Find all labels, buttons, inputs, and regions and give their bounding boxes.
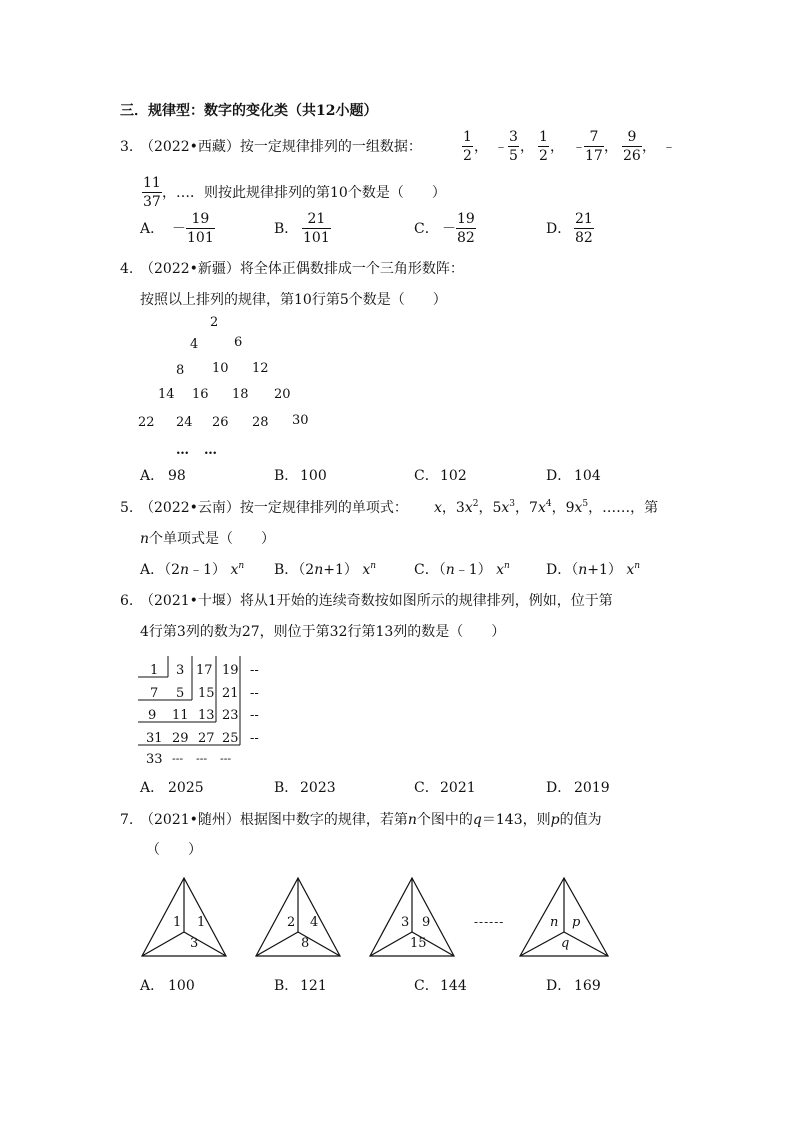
q3-option-a-sign: － <box>172 221 186 237</box>
q3-option-a-label: A． <box>140 221 165 237</box>
q6-option-d-label: D． <box>546 780 572 796</box>
q4-triangle-number: 2 <box>210 315 219 330</box>
q6-number: 6. <box>120 593 134 609</box>
q7-dashes: ------ <box>474 915 505 929</box>
q7-triangle-n-left: n <box>550 915 559 930</box>
q5-option-a: A．（2n﹣1） $x^n$ <box>140 561 245 578</box>
q5-term: $7x^4$ <box>529 499 552 516</box>
q6-grid-cell: 31 <box>146 731 163 746</box>
q7-triangle-2 <box>256 878 340 956</box>
q3-seq-5: 9 26 <box>623 129 641 164</box>
q5-option-c: C．（n﹣1） $x^n$ <box>414 561 510 578</box>
section-title: 三．规律型：数字的变化类（共12小题） <box>120 103 378 119</box>
q4-triangle-number: 12 <box>252 361 269 376</box>
q3-option-b-label: B． <box>274 221 299 237</box>
q3-seq-2: 3 5 <box>509 129 518 164</box>
q6-grid-cell: --- <box>220 752 232 765</box>
q4-option-a-label: A． <box>140 468 165 484</box>
q6-grid-cell: 29 <box>172 731 189 746</box>
q3-option-c: 19 82 <box>457 211 475 246</box>
q3-minus: ﹣ <box>662 139 676 155</box>
q6-grid-cell: 11 <box>172 708 189 723</box>
q5-option-b: B．（2n+1） $x^n$ <box>274 561 377 578</box>
q6-grid-cell: 21 <box>222 686 239 701</box>
q7-option-b: 121 <box>300 978 327 994</box>
q5-number: 5. <box>120 500 134 516</box>
q5-text: （2022•云南）按一定规律排列的单项式： <box>140 500 408 516</box>
q6-grid-cell: 27 <box>198 731 215 746</box>
q7-triangle-3-right: 9 <box>422 915 431 930</box>
q5-term: $3x^2$ <box>455 499 479 516</box>
q3-minus: ﹣ <box>494 139 508 155</box>
q4-option-d: 104 <box>574 468 601 484</box>
q7-triangle-1 <box>142 878 226 956</box>
q3-text2: ，…．则按此规律排列的第10个数是（ ） <box>162 185 446 201</box>
q7-triangle-1-bottom: 3 <box>190 936 199 951</box>
q3-option-d: 21 82 <box>575 211 593 246</box>
q7-triangle-1-right: 1 <box>197 915 206 930</box>
q3-option-b: 21 101 <box>303 211 330 246</box>
q6-grid-cell: 25 <box>222 731 239 746</box>
q6-grid-cell: 15 <box>198 686 215 701</box>
q6-grid-cell: --- <box>196 752 208 765</box>
q5-term: $5x^3$ <box>492 499 516 516</box>
q5-option-d: D．（n+1） $x^n$ <box>546 561 641 578</box>
q6-grid-cell: -- <box>250 663 259 678</box>
q7-triangle-1-left: 1 <box>173 915 182 930</box>
q6-grid-cell: 3 <box>176 663 185 678</box>
q3-option-d-label: D． <box>546 221 572 237</box>
q6-text: （2021•十堰）将从1开始的连续奇数按如图所示的规律排列，例如，位于第 <box>140 593 613 609</box>
q4-text2: 按照以上排列的规律，第10行第5个数是（ ） <box>140 292 447 308</box>
q6-grid-cell: 19 <box>222 663 239 678</box>
q3-option-c-sign: － <box>442 221 456 237</box>
q6-grid-cell: 17 <box>196 663 213 678</box>
q3-comma: ， <box>520 139 534 155</box>
q7-number: 7. <box>120 812 134 828</box>
q6-grid-cell: -- <box>250 731 259 746</box>
q7-option-a: 100 <box>168 978 195 994</box>
q6-text2: 4行第3列的数为27，则位于第32行第13列的数是（ ） <box>140 624 506 640</box>
q4-triangle-number: 6 <box>234 335 243 350</box>
q4-option-b: 100 <box>300 468 327 484</box>
q6-grid-cell: 7 <box>150 686 159 701</box>
q4-option-d-label: D． <box>546 468 572 484</box>
q4-triangle-number: 26 <box>212 415 229 430</box>
q5-term: $9x^5$ <box>565 499 589 516</box>
q7-option-c: 144 <box>440 978 467 994</box>
q3-seq-1: 1 2 <box>463 129 472 164</box>
q3-comma: ， <box>604 139 618 155</box>
q3-seq-3: 1 2 <box>539 129 548 164</box>
q7-triangle-3-left: 3 <box>401 915 410 930</box>
q6-option-c: 2021 <box>440 780 476 796</box>
q7-text2: （ ） <box>146 842 202 858</box>
q7-triangle-2-right: 4 <box>310 915 319 930</box>
q4-option-a: 98 <box>168 468 186 484</box>
q4-option-c: 102 <box>440 468 467 484</box>
q5-term: x <box>434 500 442 516</box>
q7-option-c-label: C． <box>414 978 439 994</box>
q6-grid-cell: 23 <box>222 708 239 723</box>
q4-dots: … … <box>176 443 219 458</box>
q6-option-b-label: B． <box>274 780 299 796</box>
q4-triangle-number: 22 <box>138 415 155 430</box>
q6-grid-cell: 1 <box>150 663 159 678</box>
q3-comma: ， <box>642 139 656 155</box>
q4-option-b-label: B． <box>274 468 299 484</box>
q6-option-c-label: C． <box>414 780 439 796</box>
q7-option-b-label: B． <box>274 978 299 994</box>
q3-option-c-label: C． <box>414 221 439 237</box>
q3-text: （2022•西藏）按一定规律排列的一组数据： <box>140 139 422 155</box>
q6-grid-cell: 9 <box>148 708 157 723</box>
q6-grid-cell: 5 <box>176 686 185 701</box>
q6-grid-cell: -- <box>250 708 259 723</box>
q7-triangle-n-right: p <box>572 915 581 930</box>
q7-option-a-label: A． <box>140 978 165 994</box>
q3-seq-4: 7 17 <box>585 129 603 164</box>
q3-option-a: 19 101 <box>187 211 214 246</box>
q4-triangle-number: 18 <box>232 387 249 402</box>
q4-text: （2022•新疆）将全体正偶数排成一个三角形数阵： <box>140 261 464 277</box>
q7-triangle-2-bottom: 8 <box>301 936 310 951</box>
q7-option-d-label: D． <box>546 978 572 994</box>
q6-grid-cell: 33 <box>146 752 163 767</box>
q7-triangle-n-bottom: q <box>561 936 570 951</box>
q4-triangle-number: 4 <box>190 337 199 352</box>
q3-seq-6: 11 37 <box>143 175 161 210</box>
q3-number: 3. <box>120 139 134 155</box>
q4-option-c-label: C． <box>414 468 439 484</box>
q4-triangle-number: 10 <box>212 361 229 376</box>
q4-triangle-number: 8 <box>176 363 185 378</box>
q4-triangle-number: 24 <box>176 415 193 430</box>
q4-triangle-number: 30 <box>292 413 309 428</box>
q7-triangle-3-bottom: 15 <box>410 936 427 951</box>
q6-option-a: 2025 <box>168 780 204 796</box>
q6-option-b: 2023 <box>300 780 336 796</box>
q3-comma: ， <box>474 139 488 155</box>
q6-grid-cell: -- <box>250 686 259 701</box>
q4-triangle-number: 20 <box>274 387 291 402</box>
q4-triangle-number: 28 <box>252 415 269 430</box>
q4-number: 4. <box>120 261 134 277</box>
q5-terms: x，$3x^2$，$5x^3$，$7x^4$，$9x^5$，……，第 <box>434 499 659 516</box>
q4-triangle-number: 14 <box>158 387 175 402</box>
q3-comma: ， <box>550 139 564 155</box>
q6-option-d: 2019 <box>574 780 610 796</box>
q7-text: （2021•随州）根据图中数字的规律，若第n个图中的q＝143，则p的值为 <box>140 812 602 828</box>
q3-minus: ﹣ <box>572 139 586 155</box>
q5-line2: n个单项式是（ ） <box>140 531 276 547</box>
q6-grid-cell: --- <box>172 752 184 765</box>
q6-option-a-label: A． <box>140 780 165 796</box>
q7-triangle-2-left: 2 <box>287 915 296 930</box>
q7-option-d: 169 <box>574 978 601 994</box>
q4-triangle-number: 16 <box>192 387 209 402</box>
q6-grid-cell: 13 <box>198 708 215 723</box>
